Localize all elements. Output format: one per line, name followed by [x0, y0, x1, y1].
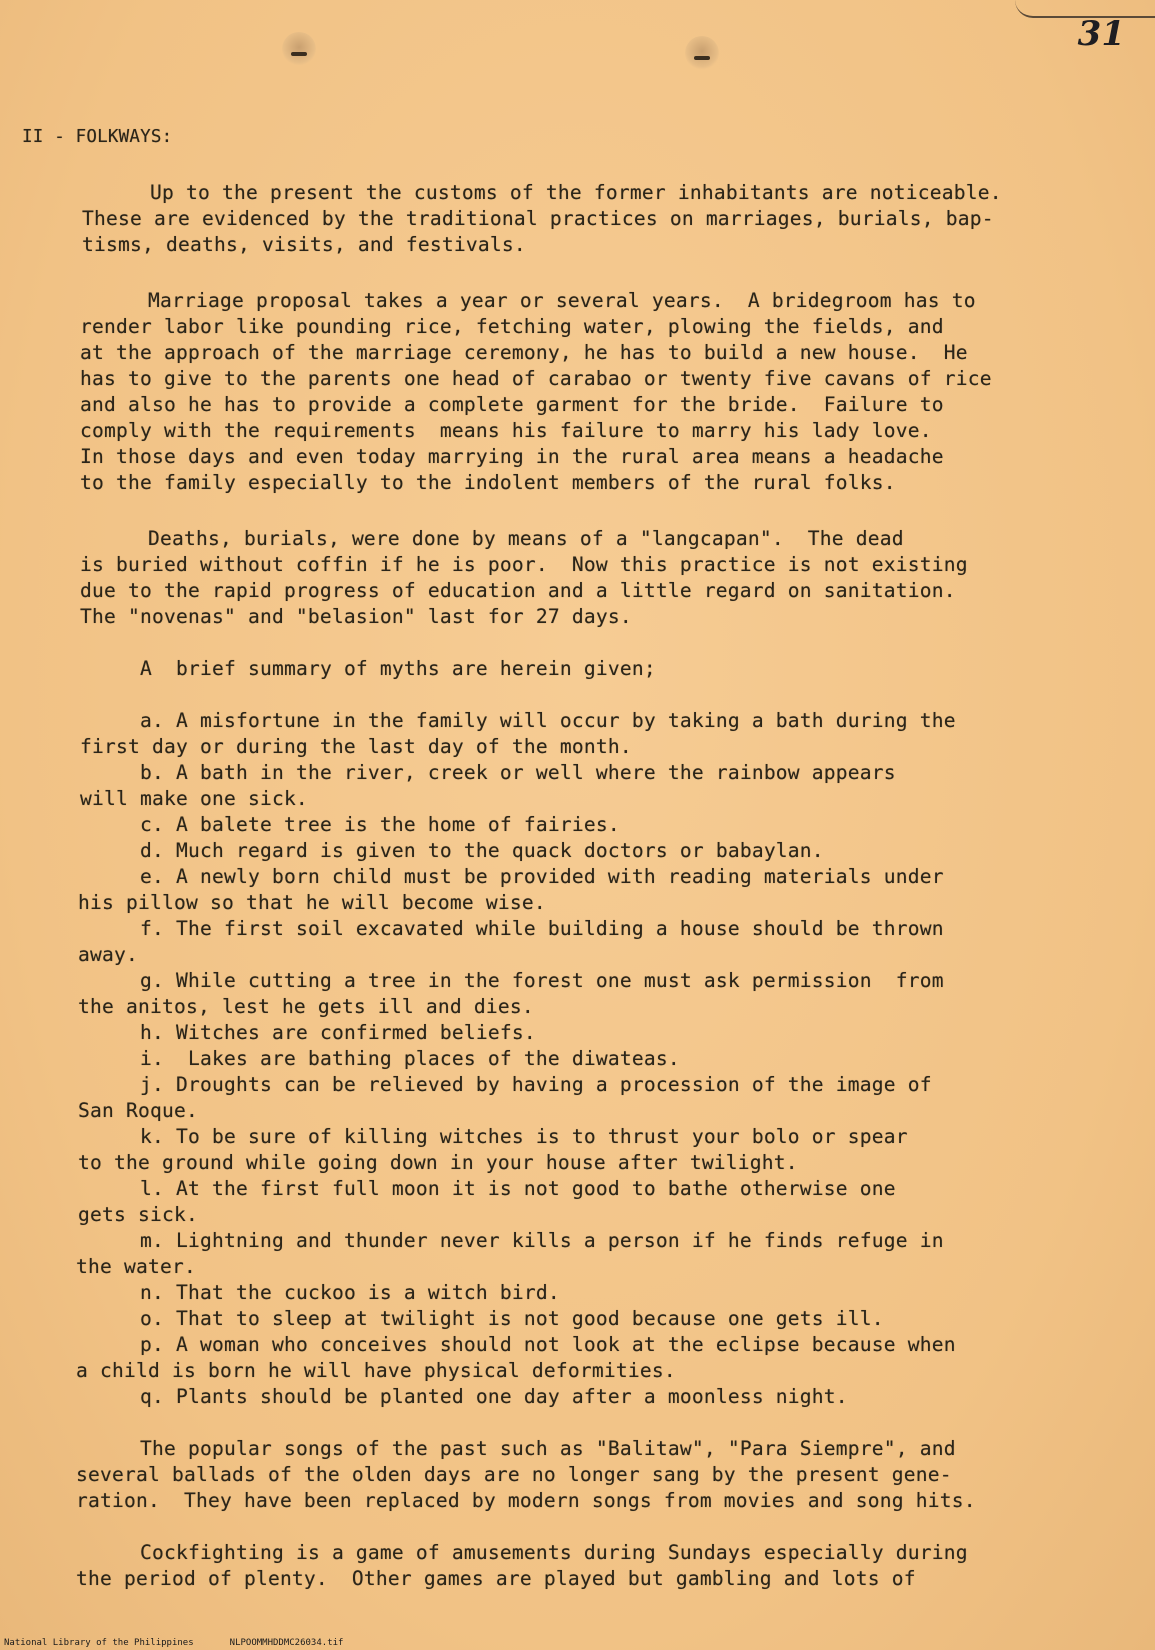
myth-line: k. To be sure of killing witches is to thrust your bolo or spear — [140, 1125, 908, 1148]
scan-footer — [4, 1638, 379, 1648]
songs-line-1: The popular songs of the past such as "Balitaw", "Para Siempre", and — [140, 1437, 956, 1460]
myth-line: to the ground while going down in your house after twilight. — [78, 1151, 798, 1174]
footer-filename: NLPOOMMHDDMC26034.tif — [229, 1638, 344, 1648]
deaths-line-3: due to the rapid progress of education and a little regard on sanitation. — [80, 579, 956, 602]
myth-line: j. Droughts can be relieved by having a procession of the image of — [140, 1073, 932, 1096]
myth-line: his pillow so that he will become wise. — [78, 891, 546, 914]
myth-line: the anitos, lest he gets ill and dies. — [78, 995, 534, 1018]
myth-line: e. A newly born child must be provided with reading materials under — [140, 865, 944, 888]
intro-line-2: These are evidenced by the traditional practices on marriages, burials, bap- — [82, 207, 994, 230]
myth-line: a child is born he will have physical deformities. — [76, 1359, 676, 1382]
myths-intro: A brief summary of myths are herein given; — [140, 657, 656, 680]
intro-line-1: Up to the present the customs of the former inhabitants are noticeable. — [150, 181, 1002, 204]
punch-hole-left — [282, 32, 316, 66]
myth-line: a. A misfortune in the family will occur by taking a bath during the — [140, 709, 956, 732]
myth-line: o. That to sleep at twilight is not good because one gets ill. — [140, 1307, 884, 1330]
page-number: 31 — [1077, 14, 1125, 54]
marriage-line-3: at the approach of the marriage ceremony, he has to build a new house. He — [80, 341, 968, 364]
myth-line: c. A balete tree is the home of fairies. — [140, 813, 620, 836]
marriage-line-4: has to give to the parents one head of carabao or twenty five cavans of rice — [80, 367, 992, 390]
myth-line: h. Witches are confirmed beliefs. — [140, 1021, 536, 1044]
myth-line: first day or during the last day of the month. — [80, 735, 632, 758]
myth-line: n. That the cuckoo is a witch bird. — [140, 1281, 560, 1304]
myth-line: m. Lightning and thunder never kills a person if he finds refuge in — [140, 1229, 944, 1252]
deaths-line-2: is buried without coffin if he is poor. Now this practice is not existing — [80, 553, 968, 576]
cockfighting-line-2: the period of plenty. Other games are played but gambling and lots of — [76, 1567, 916, 1590]
punch-hole-right — [685, 36, 719, 70]
deaths-line-4: The "novenas" and "belasion" last for 27 days. — [80, 605, 632, 628]
marriage-line-6: comply with the requirements means his failure to marry his lady love. — [80, 419, 932, 442]
myth-line: away. — [78, 943, 138, 966]
myth-line: p. A woman who conceives should not look at the eclipse because when — [140, 1333, 956, 1356]
marriage-line-5: and also he has to provide a complete garment for the bride. Failure to — [80, 393, 944, 416]
footer-institution: National Library of the Philippines — [4, 1638, 194, 1648]
songs-line-2: several ballads of the olden days are no longer sang by the present gene- — [76, 1463, 952, 1486]
marriage-line-1: Marriage proposal takes a year or several years. A bridegroom has to — [148, 289, 976, 312]
myth-line: b. A bath in the river, creek or well where the rainbow appears — [140, 761, 896, 784]
section-heading: II - FOLKWAYS: — [22, 127, 173, 147]
marriage-line-8: to the family especially to the indolent members of the rural folks. — [80, 471, 896, 494]
cockfighting-line-1: Cockfighting is a game of amusements during Sundays especially during — [140, 1541, 968, 1564]
myth-line: l. At the first full moon it is not good to bathe otherwise one — [140, 1177, 896, 1200]
myth-line: i. Lakes are bathing places of the diwateas. — [140, 1047, 680, 1070]
marriage-line-7: In those days and even today marrying in the rural area means a headache — [80, 445, 944, 468]
myth-line: the water. — [76, 1255, 196, 1278]
myth-line: g. While cutting a tree in the forest one must ask permission from — [140, 969, 944, 992]
myth-line: gets sick. — [78, 1203, 198, 1226]
myth-line: f. The first soil excavated while building a house should be thrown — [140, 917, 944, 940]
marriage-line-2: render labor like pounding rice, fetching water, plowing the fields, and — [80, 315, 944, 338]
deaths-line-1: Deaths, burials, were done by means of a "langcapan". The dead — [148, 527, 904, 550]
songs-line-3: ration. They have been replaced by modern songs from movies and song hits. — [76, 1489, 976, 1512]
myth-line: d. Much regard is given to the quack doctors or babaylan. — [140, 839, 824, 862]
myth-line: San Roque. — [78, 1099, 198, 1122]
myth-line: will make one sick. — [80, 787, 308, 810]
myth-line: q. Plants should be planted one day after a moonless night. — [140, 1385, 848, 1408]
intro-line-3: tisms, deaths, visits, and festivals. — [82, 233, 526, 256]
